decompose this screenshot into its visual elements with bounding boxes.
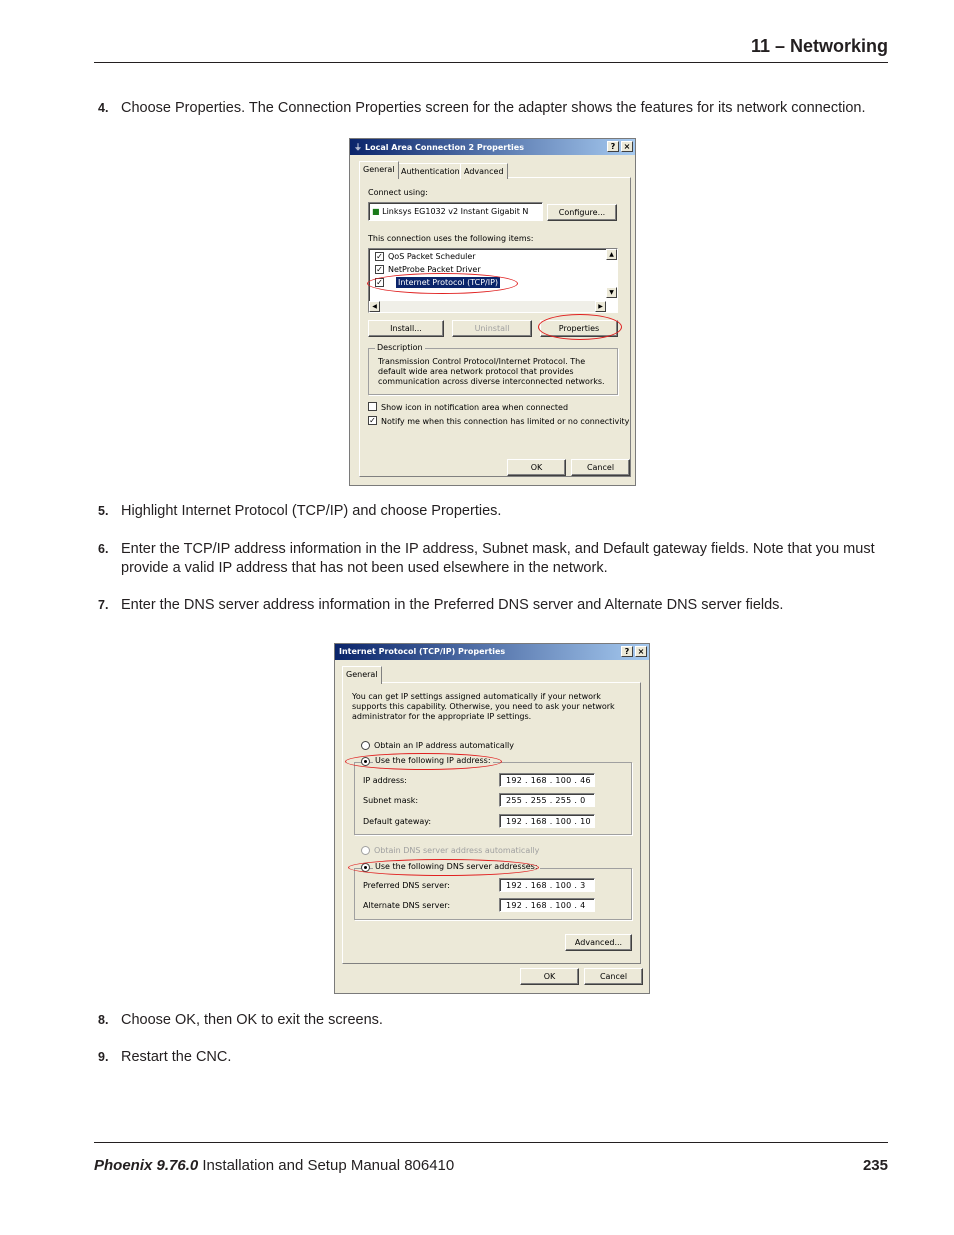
chapter-title: 11 – Networking: [750, 36, 888, 56]
dialog-title: Internet Protocol (TCP/IP) Properties: [339, 647, 506, 656]
step-number: 9.: [98, 1050, 109, 1064]
network-icon: ⏚: [354, 143, 362, 152]
ip-address-field[interactable]: 192 . 168 . 100 . 46: [499, 773, 595, 787]
connect-using-label: Connect using:: [368, 188, 428, 197]
description-text: Transmission Control Protocol/Internet Protocol. The default wide area network protocol that provides communication across diverse interconnected networks.: [378, 357, 605, 386]
scroll-up-button[interactable]: ▲: [606, 249, 617, 260]
configure-button[interactable]: Configure...: [547, 204, 617, 221]
list-item[interactable]: QoS Packet Scheduler: [388, 252, 476, 261]
step-8: [98, 1011, 878, 1030]
uninstall-button[interactable]: Uninstall: [452, 320, 532, 337]
highlight-circle: [367, 273, 518, 294]
checkbox-qos[interactable]: ✓: [376, 252, 383, 261]
obtain-ip-radio[interactable]: [361, 741, 370, 750]
step-text: Highlight Internet Protocol (TCP/IP) and choose Properties.: [121, 503, 502, 519]
intro-text: You can get IP settings assigned automatically if your network supports this capability. Otherwise, you need to ask your network administrator for the appropriate IP settings.: [352, 692, 615, 721]
ok-button[interactable]: OK: [520, 968, 579, 985]
step-4: [98, 99, 878, 118]
horizontal-scrollbar[interactable]: [380, 301, 595, 312]
step-text: Choose OK, then OK to exit the screens.: [121, 1012, 383, 1028]
step-number: 4.: [98, 101, 109, 115]
page-number: 235: [862, 1157, 888, 1174]
step-5: [98, 502, 878, 521]
step-number: 6.: [98, 542, 109, 556]
scroll-down-button[interactable]: ▼: [606, 287, 617, 298]
scroll-left-button[interactable]: ◀: [369, 301, 380, 312]
adapter-name: Linksys EG1032 v2 Instant Gigabit N: [382, 207, 529, 216]
tab-general[interactable]: General: [342, 666, 382, 684]
use-dns-label: Use the following DNS server addresses:: [375, 862, 538, 871]
notify-checkbox[interactable]: ✓: [369, 416, 376, 425]
ip-address-label: IP address:: [363, 776, 407, 785]
tab-general[interactable]: General: [359, 161, 399, 179]
obtain-ip-label: Obtain an IP address automatically: [374, 741, 515, 750]
dialog-title-bar: [350, 139, 635, 155]
preferred-dns-label: Preferred DNS server:: [363, 881, 450, 890]
list-item-selected[interactable]: Internet Protocol (TCP/IP): [398, 278, 499, 287]
tcpip-properties-dialog: [334, 643, 650, 994]
step-text: Choose Properties. The Connection Properties screen for the adapter shows the features for its network connection.: [121, 100, 866, 116]
step-number: 7.: [98, 598, 109, 612]
step-number: 8.: [98, 1013, 109, 1027]
dialog-title-bar: [335, 644, 649, 660]
properties-button[interactable]: Properties: [540, 320, 618, 337]
highlight-circle: [538, 314, 622, 340]
manual-title: Installation and Setup Manual 806410: [198, 1157, 455, 1174]
page-footer: [94, 1142, 888, 1174]
tab-advanced[interactable]: Advanced: [460, 163, 508, 179]
obtain-dns-label: Obtain DNS server address automatically: [374, 846, 540, 855]
show-icon-checkbox[interactable]: [368, 402, 377, 411]
close-button[interactable]: ×: [635, 646, 647, 657]
notify-label: Notify me when this connection has limited or no connectivity: [381, 417, 630, 426]
step-text: Restart the CNC.: [121, 1049, 232, 1065]
highlight-circle: [345, 753, 502, 770]
alternate-dns-label: Alternate DNS server:: [363, 901, 451, 910]
use-ip-label: Use the following IP address:: [375, 756, 491, 765]
help-button[interactable]: ?: [621, 646, 633, 657]
tab-authentication[interactable]: Authentication: [397, 163, 464, 179]
page-header: [94, 36, 888, 63]
subnet-mask-label: Subnet mask:: [363, 796, 419, 805]
step-text: Enter the DNS server address information in the Preferred DNS server and Alternate DNS server fields.: [121, 597, 784, 613]
subnet-mask-field[interactable]: 255 . 255 . 255 . 0: [499, 793, 595, 807]
default-gateway-field[interactable]: 192 . 168 . 100 . 10: [499, 814, 595, 828]
advanced-button[interactable]: Advanced...: [565, 934, 632, 951]
ok-button[interactable]: OK: [507, 459, 566, 476]
list-item[interactable]: NetProbe Packet Driver: [388, 265, 481, 274]
items-label: This connection uses the following items:: [368, 234, 534, 243]
help-button[interactable]: ?: [607, 141, 619, 152]
dns-server-group: [354, 868, 632, 920]
footer-manual: [94, 1157, 454, 1174]
step-6: [98, 540, 878, 577]
checkbox-netprobe[interactable]: ✓: [376, 265, 383, 274]
install-button[interactable]: Install...: [368, 320, 444, 337]
connection-properties-dialog: [349, 138, 636, 486]
checkbox-tcpip[interactable]: ✓: [376, 278, 383, 287]
highlight-circle: [348, 859, 539, 876]
obtain-dns-radio[interactable]: [361, 846, 370, 855]
step-text: Enter the TCP/IP address information in the IP address, Subnet mask, and Default gateway fields. Note that you must provide a valid IP address that has not been used elsewhere in the network.: [121, 541, 875, 576]
step-number: 5.: [98, 504, 109, 518]
dialog-title: Local Area Connection 2 Properties: [365, 143, 524, 152]
adapter-field: [368, 202, 543, 221]
close-button[interactable]: ×: [621, 141, 633, 152]
step-7: [98, 596, 878, 615]
scroll-right-button[interactable]: ▶: [595, 301, 606, 312]
alternate-dns-field[interactable]: 192 . 168 . 100 . 4: [499, 898, 595, 912]
preferred-dns-field[interactable]: 192 . 168 . 100 . 3: [499, 878, 595, 892]
cancel-button[interactable]: Cancel: [571, 459, 630, 476]
adapter-icon: ■: [372, 207, 380, 216]
description-label: Description: [377, 343, 423, 352]
show-icon-label: Show icon in notification area when connected: [381, 403, 569, 412]
product-name: Phoenix 9.76.0: [94, 1157, 199, 1174]
cancel-button[interactable]: Cancel: [584, 968, 643, 985]
step-9: [98, 1048, 878, 1067]
default-gateway-label: Default gateway:: [363, 817, 432, 826]
description-group: [368, 343, 618, 395]
